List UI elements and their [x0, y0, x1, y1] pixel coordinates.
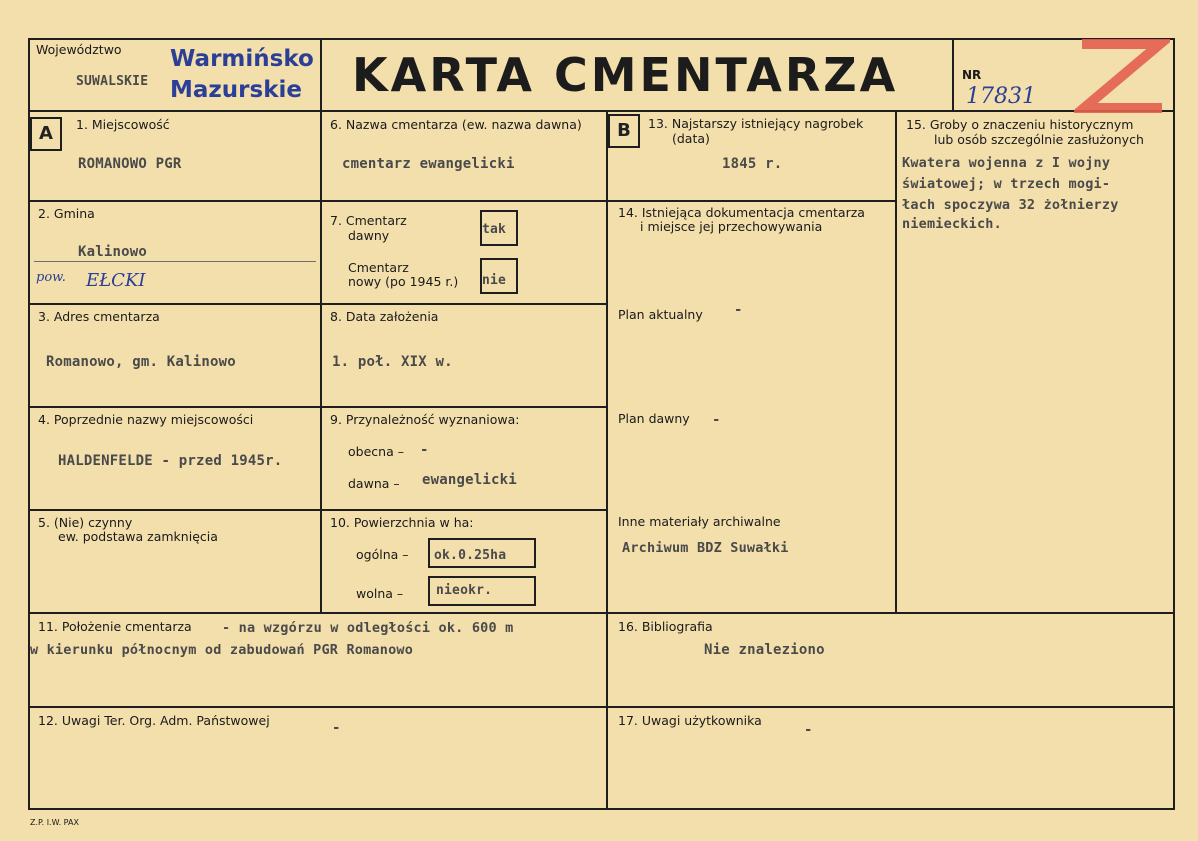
field-5-label-line1: 5. (Nie) czynny: [38, 515, 133, 530]
field-10-label: 10. Powierzchnia w ha:: [330, 515, 474, 530]
field-11-label: 11. Położenie cmentarza: [38, 619, 192, 634]
field-16-value: Nie znaleziono: [704, 642, 825, 658]
field-3-value: Romanowo, gm. Kalinowo: [46, 354, 236, 370]
row-line-full-1: [28, 612, 1175, 614]
field-7-nowy-label-1: Cmentarz: [348, 260, 409, 275]
voivodeship-typed: SUWALSKIE: [76, 74, 149, 89]
header-col-1: [320, 38, 322, 110]
field-9-obecna-label: obecna –: [348, 444, 404, 459]
other-materials-label: Inne materiały archiwalne: [618, 514, 781, 529]
field-7-dawny-label-1: 7. Cmentarz: [330, 213, 407, 228]
field-9-obecna-value: -: [420, 442, 429, 458]
page-title: KARTA CMENTARZA: [352, 48, 899, 102]
section-a-badge: A: [30, 117, 62, 151]
red-z-mark-icon: [1074, 38, 1170, 114]
row-line-a3: [28, 406, 608, 408]
field-12-label: 12. Uwagi Ter. Org. Adm. Państwowej: [38, 713, 270, 728]
field-2-value: Kalinowo: [78, 244, 148, 260]
col-divider-3: [895, 110, 897, 612]
field-10-wolna-label: wolna –: [356, 586, 404, 601]
row-line-full-2: [28, 706, 1175, 708]
field-10-ogolna-value: ok.0.25ha: [434, 548, 507, 563]
frame-bottom: [28, 808, 1175, 810]
field-8-label: 8. Data założenia: [330, 309, 439, 324]
row-line-a4: [28, 509, 608, 511]
nr-label: NR: [962, 68, 982, 82]
printer-mark: Z.P. I.W. PAX: [30, 818, 79, 827]
col-divider-2: [606, 110, 608, 808]
field-17-label: 17. Uwagi użytkownika: [618, 713, 762, 728]
field-5-label-line2: ew. podstawa zamknięcia: [58, 529, 218, 544]
field-7-nowy-value: nie: [482, 273, 507, 288]
field-2-underline: [34, 261, 316, 262]
frame-right: [1173, 38, 1175, 810]
field-14-label-line1: 14. Istniejąca dokumentacja cmentarza: [618, 205, 865, 220]
field-13-label-line2: (data): [672, 131, 710, 146]
field-3-label: 3. Adres cmentarza: [38, 309, 160, 324]
row-line-a2: [28, 303, 608, 305]
field-2-hand-prefix: pow.: [36, 270, 66, 285]
field-13-label-line1: 13. Najstarszy istniejący nagrobek: [648, 116, 864, 131]
other-materials-value: Archiwum BDZ Suwałki: [622, 540, 789, 556]
field-4-label: 4. Poprzednie nazwy miejscowości: [38, 412, 254, 427]
row-line-b1: [606, 200, 897, 202]
field-15-value-line4: niemieckich.: [902, 216, 1002, 232]
plan-current-value: -: [734, 302, 743, 318]
field-9-label: 9. Przynależność wyznaniowa:: [330, 412, 520, 427]
field-6-value: cmentarz ewangelicki: [342, 156, 515, 172]
field-11-value-line1: - na wzgórzu w odległości ok. 600 m: [222, 620, 514, 636]
section-b-badge: B: [608, 114, 640, 148]
voivodeship-label: Województwo: [36, 42, 122, 57]
header-col-2: [952, 38, 954, 110]
field-10-ogolna-label: ogólna –: [356, 547, 409, 562]
frame-left: [28, 38, 30, 810]
row-line-a1: [28, 200, 608, 202]
field-7-nowy-label-2: nowy (po 1945 r.): [348, 274, 459, 289]
nr-value: 17831: [966, 84, 1036, 109]
field-8-value: 1. poł. XIX w.: [332, 354, 453, 370]
field-4-value: HALDENFELDE - przed 1945r.: [58, 453, 283, 469]
field-15-label-line1: 15. Groby o znaczeniu historycznym: [906, 117, 1134, 132]
field-15-label-line2: lub osób szczególnie zasłużonych: [934, 132, 1144, 147]
field-9-dawna-value: ewangelicki: [422, 472, 517, 488]
field-15-value-line3: łach spoczywa 32 żołnierzy: [902, 197, 1119, 213]
field-15-value-line1: Kwatera wojenna z I wojny: [902, 155, 1111, 171]
field-1-value: ROMANOWO PGR: [78, 156, 182, 172]
header-divider: [28, 110, 1175, 112]
field-2-label: 2. Gmina: [38, 206, 95, 221]
field-6-label: 6. Nazwa cmentarza (ew. nazwa dawna): [330, 117, 582, 132]
field-2-hand-value: EŁCKI: [86, 270, 146, 291]
field-1-label: 1. Miejscowość: [76, 117, 170, 132]
frame-top: [28, 38, 1175, 40]
field-10-wolna-value: nieokr.: [436, 583, 493, 598]
field-13-value: 1845 r.: [722, 156, 783, 172]
field-7-dawny-value: tak: [482, 222, 507, 237]
field-12-value: -: [332, 720, 341, 736]
field-17-value: -: [804, 722, 813, 738]
field-15-value-line2: światowej; w trzech mogi-: [902, 176, 1111, 192]
field-9-dawna-label: dawna –: [348, 476, 400, 491]
field-7-dawny-label-2: dawny: [348, 228, 390, 243]
field-14-label-line2: i miejsce jej przechowywania: [640, 219, 823, 234]
plan-former-value: -: [712, 412, 721, 428]
plan-current-label: Plan aktualny: [618, 307, 703, 322]
voivodeship-stamp-line2: Mazurskie: [170, 77, 302, 103]
field-11-value-line2: w kierunku północnym od zabudowań PGR Romanowo: [30, 642, 414, 658]
voivodeship-stamp-line1: Warmińsko: [170, 46, 314, 72]
col-divider-1: [320, 110, 322, 612]
field-16-label: 16. Bibliografia: [618, 619, 713, 634]
plan-former-label: Plan dawny: [618, 411, 690, 426]
